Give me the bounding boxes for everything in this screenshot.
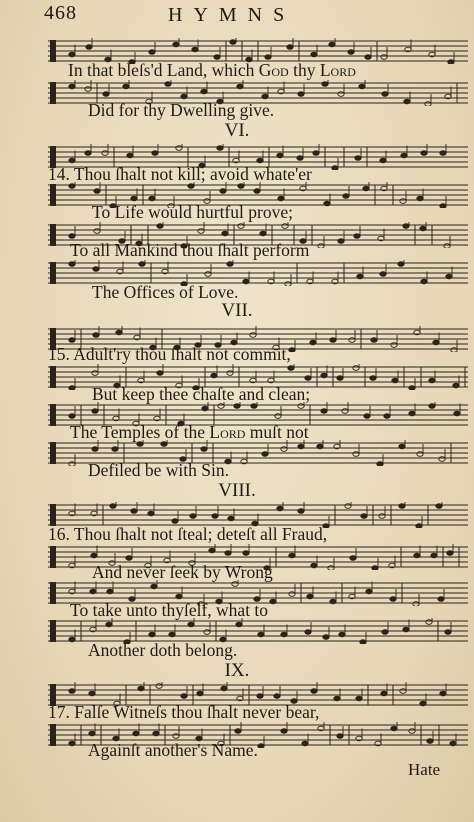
- note-head: [425, 102, 431, 106]
- note-head: [353, 366, 359, 371]
- note-head: [173, 734, 179, 739]
- note-head: [379, 514, 385, 519]
- note-head: [243, 551, 249, 556]
- note-head: [225, 551, 231, 556]
- note-head: [440, 204, 446, 208]
- note-head: [257, 158, 263, 163]
- lyric-line: To Life would hurtful prove;: [92, 202, 293, 222]
- section-number: IX.: [224, 660, 250, 681]
- note-head: [453, 383, 459, 388]
- note-head: [409, 386, 415, 390]
- note-head: [232, 582, 238, 587]
- lyric-text: thy: [288, 60, 320, 80]
- note-head: [69, 338, 75, 343]
- note-head: [69, 262, 75, 267]
- note-head: [450, 741, 456, 746]
- note-head: [92, 371, 98, 376]
- note-head: [254, 189, 260, 194]
- note-head: [365, 55, 371, 60]
- note-head: [440, 151, 446, 156]
- note-head: [409, 411, 415, 416]
- note-head: [278, 196, 284, 201]
- note-head: [161, 442, 167, 447]
- note-head: [445, 630, 451, 635]
- note-head: [440, 691, 446, 696]
- note-head: [149, 50, 155, 55]
- lyric-smallcaps: Lord: [319, 60, 356, 80]
- note-head: [305, 376, 311, 381]
- note-head: [277, 153, 283, 158]
- section-number: VI.: [224, 120, 250, 141]
- note-head: [94, 189, 100, 194]
- note-head: [69, 84, 75, 89]
- note-head: [329, 42, 335, 47]
- note-head: [371, 338, 377, 343]
- note-head: [230, 40, 236, 45]
- lyric-line: Againſt another's Name.: [88, 740, 258, 760]
- note-head: [139, 262, 145, 267]
- note-head: [281, 729, 287, 734]
- note-head: [298, 444, 304, 449]
- note-head: [448, 60, 454, 64]
- note-head: [151, 584, 157, 589]
- note-head: [85, 87, 91, 92]
- clef-mark: [50, 366, 56, 388]
- lyric-line: To all Mankind thou ſhalt perform: [70, 240, 310, 260]
- note-head: [390, 597, 396, 602]
- note-head: [382, 630, 388, 635]
- note-head: [454, 411, 460, 416]
- note-head: [93, 333, 99, 338]
- note-head: [201, 447, 207, 452]
- clef-mark: [50, 620, 56, 642]
- note-head: [350, 556, 356, 561]
- catchword: Hate: [408, 760, 441, 779]
- note-head: [364, 414, 370, 419]
- note-head: [377, 462, 383, 466]
- note-head: [400, 689, 406, 694]
- note-head: [305, 630, 311, 635]
- note-head: [338, 92, 344, 97]
- clef-mark: [50, 582, 56, 604]
- note-head: [133, 731, 139, 736]
- note-head: [197, 691, 203, 696]
- note-head: [354, 234, 360, 239]
- running-head: HYMNS: [168, 4, 296, 26]
- note-head: [360, 640, 366, 644]
- note-head: [311, 52, 317, 57]
- note-head: [444, 244, 450, 248]
- note-head: [330, 338, 336, 343]
- note-head: [420, 701, 426, 706]
- lyric-line: To take unto thyſelf, what to: [70, 600, 269, 620]
- note-head: [345, 504, 351, 509]
- note-head: [201, 89, 207, 94]
- note-head: [328, 566, 334, 570]
- note-head: [123, 84, 129, 89]
- note-head: [334, 696, 340, 701]
- note-head: [262, 452, 268, 457]
- note-head: [404, 99, 410, 104]
- lyric-smallcaps: Lord: [209, 422, 246, 442]
- note-head: [398, 262, 404, 267]
- note-head: [274, 694, 280, 699]
- note-head: [165, 82, 171, 87]
- clef-mark: [50, 504, 56, 526]
- note-head: [235, 729, 241, 734]
- note-head: [433, 340, 439, 345]
- note-head: [400, 199, 406, 204]
- note-head: [391, 726, 397, 731]
- note-head: [288, 366, 294, 371]
- note-head: [357, 274, 363, 279]
- lyric-line: 15. Adult'ry thou ſhalt not commit,: [48, 344, 291, 364]
- note-head: [330, 599, 336, 604]
- note-head: [420, 226, 426, 231]
- note-head: [250, 333, 256, 338]
- note-head: [94, 229, 100, 234]
- note-head: [258, 632, 264, 637]
- note-head: [298, 509, 304, 514]
- note-head: [172, 519, 178, 524]
- note-head: [157, 224, 163, 229]
- note-head: [243, 279, 249, 284]
- note-head: [217, 146, 223, 151]
- note-head: [287, 45, 293, 50]
- note-head: [69, 386, 75, 390]
- note-head: [238, 224, 244, 229]
- note-head: [234, 404, 240, 409]
- section-number: VII.: [221, 300, 253, 321]
- note-head: [363, 186, 369, 191]
- note-head: [69, 741, 75, 746]
- note-head: [285, 282, 291, 286]
- note-head: [403, 224, 409, 229]
- note-head: [236, 622, 242, 627]
- lyric-text: The Temples of the: [70, 422, 210, 442]
- note-head: [343, 194, 349, 199]
- note-head: [257, 694, 263, 699]
- note-head: [152, 151, 158, 156]
- note-head: [337, 734, 343, 739]
- note-head: [69, 158, 75, 163]
- note-head: [107, 589, 113, 594]
- note-head: [372, 566, 378, 570]
- note-head: [298, 404, 304, 409]
- note-head: [431, 553, 437, 558]
- note-head: [403, 627, 409, 632]
- note-head: [289, 553, 295, 558]
- note-head: [192, 47, 198, 52]
- note-head: [310, 340, 316, 345]
- note-head: [356, 696, 362, 701]
- note-head: [218, 404, 224, 409]
- note-head: [447, 551, 453, 556]
- note-head: [227, 262, 233, 267]
- note-head: [90, 589, 96, 594]
- lyric-line: Defiled be with Sin.: [88, 460, 229, 480]
- note-head: [399, 504, 405, 509]
- note-head: [181, 694, 187, 699]
- note-head: [91, 553, 97, 558]
- note-head: [361, 514, 367, 519]
- lyric-line: [68, 60, 356, 80]
- note-head: [401, 153, 407, 158]
- note-head: [86, 45, 92, 50]
- note-head: [318, 244, 324, 248]
- lyric-text: In that bleſs'd Land, which: [68, 60, 259, 80]
- note-head: [204, 630, 210, 635]
- note-head: [103, 92, 109, 97]
- note-head: [317, 444, 323, 449]
- note-head: [251, 404, 257, 409]
- clef-mark: [50, 442, 56, 464]
- note-head: [399, 444, 405, 449]
- note-head: [148, 511, 154, 516]
- note-head: [69, 234, 75, 239]
- note-head: [348, 50, 354, 55]
- note-head: [202, 406, 208, 411]
- clef-mark: [50, 224, 56, 246]
- note-head: [281, 447, 287, 452]
- note-head: [416, 524, 422, 528]
- note-head: [380, 272, 386, 277]
- note-head: [69, 52, 75, 57]
- note-head: [131, 509, 137, 514]
- note-head: [370, 376, 376, 381]
- lyric-line: And never ſeek by Wrong: [92, 562, 273, 582]
- note-head: [258, 744, 264, 748]
- note-head: [212, 514, 218, 519]
- note-head: [205, 272, 211, 277]
- note-head: [227, 371, 233, 376]
- note-head: [173, 42, 179, 47]
- note-head: [220, 189, 226, 194]
- note-head: [69, 637, 75, 642]
- page-number: 468: [44, 2, 77, 24]
- note-head: [332, 166, 338, 170]
- clef-mark: [50, 40, 56, 62]
- note-head: [321, 373, 327, 378]
- note-head: [69, 184, 75, 189]
- note-head: [126, 556, 132, 561]
- note-head: [421, 279, 427, 284]
- note-head: [138, 686, 144, 691]
- note-head: [93, 267, 99, 272]
- note-head: [307, 594, 313, 599]
- note-head: [353, 452, 359, 457]
- note-head: [209, 548, 215, 553]
- note-head: [409, 729, 415, 734]
- note-head: [359, 84, 365, 89]
- note-head: [322, 82, 328, 87]
- lyric-line: But keep thee chaſte and clean;: [92, 384, 311, 404]
- note-head: [414, 553, 420, 558]
- note-head: [228, 516, 234, 521]
- note-head: [221, 686, 227, 691]
- note-head: [324, 201, 330, 206]
- note-head: [313, 151, 319, 156]
- note-head: [69, 462, 75, 466]
- lyric-line: 14. Thou ſhalt not kill; avoid whate'er: [48, 164, 312, 184]
- note-head: [149, 632, 155, 637]
- note-head: [339, 632, 345, 637]
- note-head: [69, 689, 75, 694]
- note-head: [427, 739, 433, 744]
- note-head: [311, 563, 317, 568]
- note-head: [451, 348, 457, 352]
- note-head: [349, 338, 355, 343]
- note-head: [153, 731, 159, 736]
- note-head: [391, 343, 397, 348]
- note-head: [237, 84, 243, 89]
- note-head: [281, 632, 287, 637]
- note-head: [275, 414, 281, 419]
- lyric-line: The Offices of Love.: [92, 282, 239, 302]
- note-head: [156, 684, 162, 689]
- note-head: [69, 414, 75, 419]
- note-head: [260, 231, 266, 236]
- lyric-line: Another doth belong.: [88, 640, 238, 660]
- note-head: [190, 514, 196, 519]
- note-head: [382, 92, 388, 97]
- note-head: [421, 151, 427, 156]
- note-head: [417, 196, 423, 201]
- note-head: [102, 151, 108, 156]
- note-head: [181, 94, 187, 99]
- note-head: [89, 731, 95, 736]
- note-head: [289, 592, 295, 597]
- note-head: [381, 691, 387, 696]
- note-head: [302, 741, 308, 746]
- note-head: [429, 404, 435, 409]
- clef-mark: [50, 82, 56, 104]
- note-head: [116, 330, 122, 335]
- note-head: [176, 594, 182, 599]
- note-head: [110, 504, 116, 509]
- note-head: [413, 602, 419, 606]
- note-head: [188, 622, 194, 627]
- note-head: [112, 447, 118, 452]
- note-head: [262, 94, 268, 99]
- note-head: [222, 231, 228, 236]
- note-head: [131, 196, 137, 201]
- note-head: [157, 371, 163, 376]
- clef-mark: [50, 262, 56, 284]
- lyric-line: Did for thy Dwelling give.: [88, 100, 275, 120]
- note-head: [106, 622, 112, 627]
- note-head: [392, 378, 398, 383]
- note-head: [321, 409, 327, 414]
- note-head: [92, 409, 98, 414]
- note-head: [169, 632, 175, 637]
- lyric-smallcaps: God: [258, 60, 289, 80]
- note-head: [188, 184, 194, 189]
- lyric-line: 17. Falſe Witneſs thou ſhalt never bear,: [48, 702, 320, 722]
- note-head: [417, 452, 423, 457]
- note-head: [89, 691, 95, 696]
- note-head: [446, 274, 452, 279]
- note-head: [355, 156, 361, 161]
- note-head: [438, 597, 444, 602]
- note-head: [238, 184, 244, 189]
- note-head: [277, 506, 283, 511]
- clef-mark: [50, 184, 56, 206]
- note-head: [211, 373, 217, 378]
- lyric-text: muſt not: [245, 422, 309, 442]
- clef-mark: [50, 404, 56, 426]
- note-head: [198, 229, 204, 234]
- note-head: [127, 153, 133, 158]
- note-head: [311, 689, 317, 694]
- note-head: [436, 504, 442, 509]
- note-head: [323, 635, 329, 640]
- note-head: [214, 55, 220, 60]
- note-head: [176, 146, 182, 151]
- note-head: [282, 224, 288, 229]
- lyric-line: 16. Thou ſhalt not ſteal; deteſt all Fraud,: [48, 524, 328, 544]
- note-head: [265, 55, 271, 60]
- note-head: [384, 414, 390, 419]
- note-head: [270, 599, 276, 604]
- note-head: [381, 55, 387, 60]
- section-number: VIII.: [218, 480, 256, 501]
- note-head: [439, 457, 445, 462]
- clef-mark: [50, 724, 56, 746]
- note-head: [380, 158, 386, 163]
- note-head: [342, 409, 348, 414]
- note-head: [429, 378, 435, 383]
- note-head: [149, 196, 155, 201]
- lyric-line: [70, 422, 309, 442]
- note-head: [337, 376, 343, 381]
- note-head: [426, 620, 432, 625]
- note-head: [92, 447, 98, 452]
- note-head: [338, 239, 344, 244]
- note-head: [297, 156, 303, 161]
- clef-mark: [50, 546, 56, 568]
- note-head: [137, 442, 143, 447]
- note-head: [366, 589, 372, 594]
- note-head: [85, 151, 91, 156]
- note-head: [298, 92, 304, 97]
